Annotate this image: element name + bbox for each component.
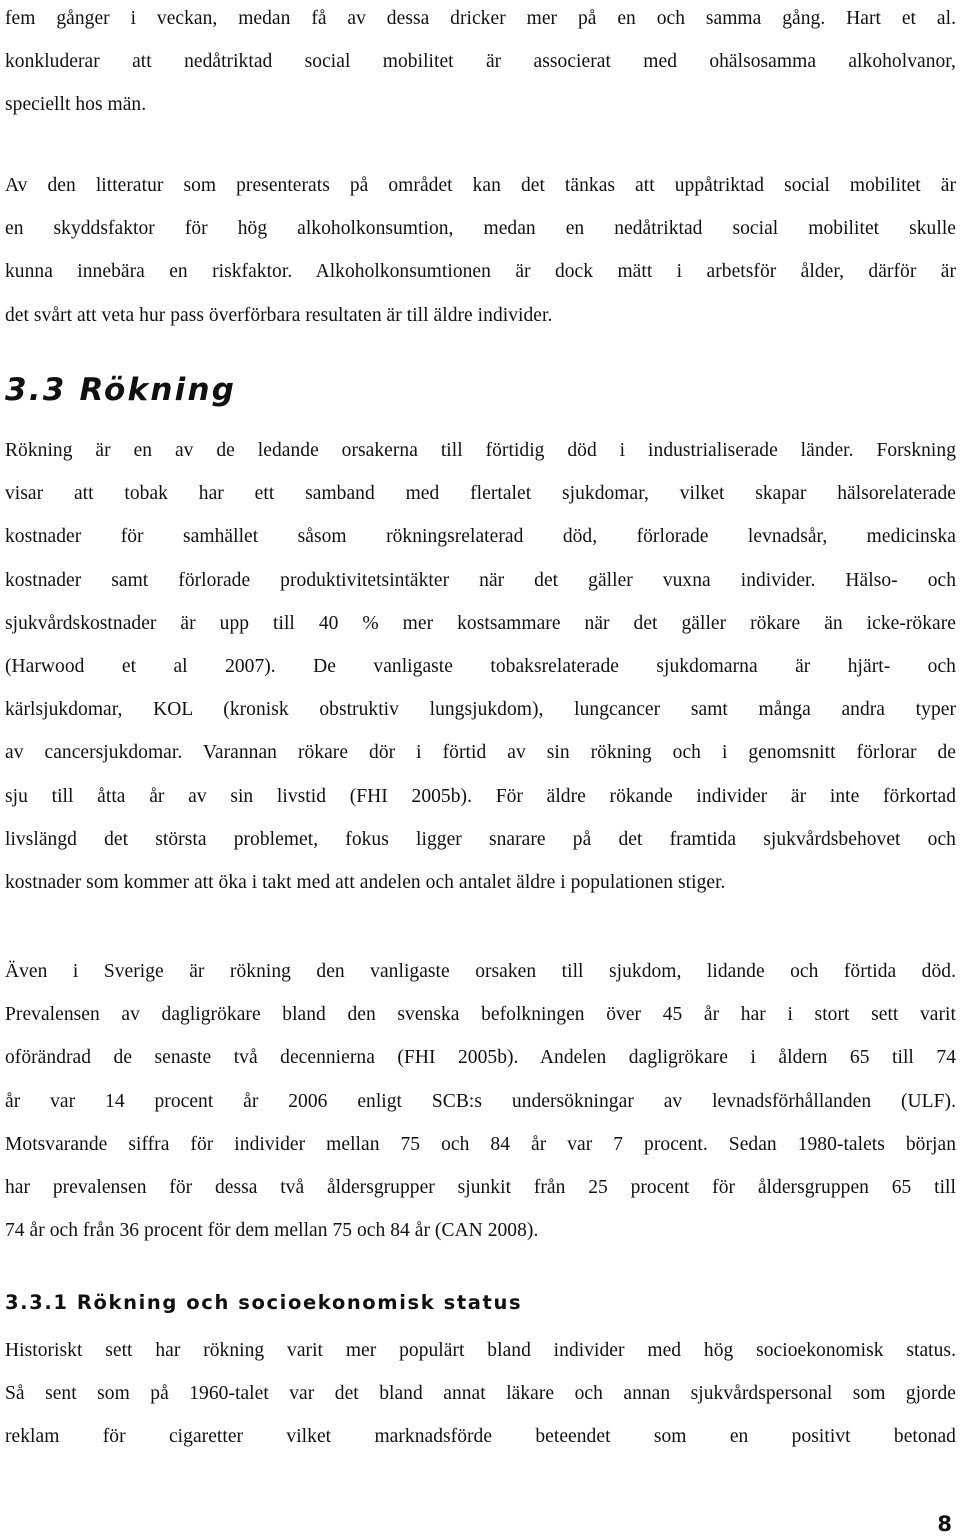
- text-line: av cancersjukdomar. Varannan rökare dör i förtid av sin rökning och i genomsnitt förlorar de: [5, 742, 956, 764]
- text-line: kärlsjukdomar, KOL (kronisk obstruktiv lungsjukdom), lungcancer samt många andra typer: [5, 699, 956, 721]
- text-line: kunna innebära en riskfaktor. Alkoholkonsumtionen är dock mätt i arbetsför ålder, därför är: [5, 261, 956, 283]
- text-line: visar att tobak har ett samband med flertalet sjukdomar, vilket skapar hälsorelaterade: [5, 483, 956, 505]
- paragraph-alcohol-conclusion: [5, 164, 956, 337]
- text-line: kostnader som kommer att öka i takt med att andelen och antalet äldre i populationen stiger.: [5, 871, 726, 893]
- text-line: oförändrad de senaste två decennierna (FHI 2005b). Andelen dagligrökare i åldern 65 till 74: [5, 1047, 956, 1069]
- text-line: Motsvarande siffra för individer mellan 75 och 84 år var 7 procent. Sedan 1980-talets början: [5, 1133, 956, 1155]
- section-heading: 3.3 Rökning: [5, 372, 237, 408]
- text-line: (Harwood et al 2007). De vanligaste tobaksrelaterade sjukdomarna är hjärt- och: [5, 655, 956, 677]
- text-line: livslängd det största problemet, fokus ligger snarare på det framtida sjukvårdsbehovet och: [5, 828, 956, 850]
- text-line: Rökning är en av de ledande orsakerna till förtidig död i industrialiserade länder. Forskning: [5, 440, 956, 461]
- text-line: reklam för cigaretter vilket marknadsförde beteendet som en positivt betonad: [5, 1426, 956, 1448]
- text-line: Så sent som på 1960-talet var det bland annat läkare och annan sjukvårdspersonal som gjorde: [5, 1383, 956, 1405]
- text-line: speciellt hos män.: [5, 94, 147, 116]
- text-line: sjukvårdskostnader är upp till 40 % mer kostsammare när det gäller rökare än icke-rökare: [5, 612, 956, 634]
- paragraph-alcohol-continued: [5, 0, 956, 127]
- paragraph-smoking-socioeconomic: [5, 1329, 956, 1459]
- text-line: Av den litteratur som presenterats på området kan det tänkas att uppåtriktad social mobilitet är: [5, 175, 956, 196]
- text-line: fem gånger i veckan, medan få av dessa dricker mer på en och samma gång. Hart et al.: [5, 8, 956, 29]
- text-line: år var 14 procent år 2006 enligt SCB:s undersökningar av levnadsförhållanden (ULF).: [5, 1090, 956, 1112]
- text-line: kostnader samt förlorade produktivitetsintäkter när det gäller vuxna individer. Hälso- och: [5, 569, 956, 591]
- text-line: sju till åtta år av sin livstid (FHI 2005b). För äldre rökande individer är inte förkortad: [5, 785, 956, 807]
- text-line: en skyddsfaktor för hög alkoholkonsumtion, medan en nedåtriktad social mobilitet skulle: [5, 218, 956, 240]
- text-line: konkluderar att nedåtriktad social mobilitet är associerat med ohälsosamma alkoholvanor,: [5, 51, 956, 73]
- text-line: det svårt att veta hur pass överförbara resultaten är till äldre individer.: [5, 304, 553, 326]
- text-line: Prevalensen av dagligrökare bland den svenska befolkningen över 45 år har i stort sett varit: [5, 1004, 956, 1026]
- paragraph-smoking-sweden: [5, 950, 956, 1252]
- paragraph-smoking-intro: [5, 429, 956, 904]
- text-line: kostnader för samhället såsom rökningsrelaterad död, förlorade levnadsår, medicinska: [5, 526, 956, 548]
- text-line: Historiskt sett har rökning varit mer populärt bland individer med hög socioekonomisk status.: [5, 1340, 956, 1361]
- subsection-heading: 3.3.1 Rökning och socioekonomisk status: [5, 1291, 523, 1314]
- page-number: 8: [937, 1512, 952, 1536]
- text-line: Även i Sverige är rökning den vanligaste orsaken till sjukdom, lidande och förtida död.: [5, 961, 956, 982]
- text-line: 74 år och från 36 procent för dem mellan 75 och 84 år (CAN 2008).: [5, 1220, 539, 1242]
- text-line: har prevalensen för dessa två åldersgrupper sjunkit från 25 procent för åldersgruppen 65 till: [5, 1176, 956, 1198]
